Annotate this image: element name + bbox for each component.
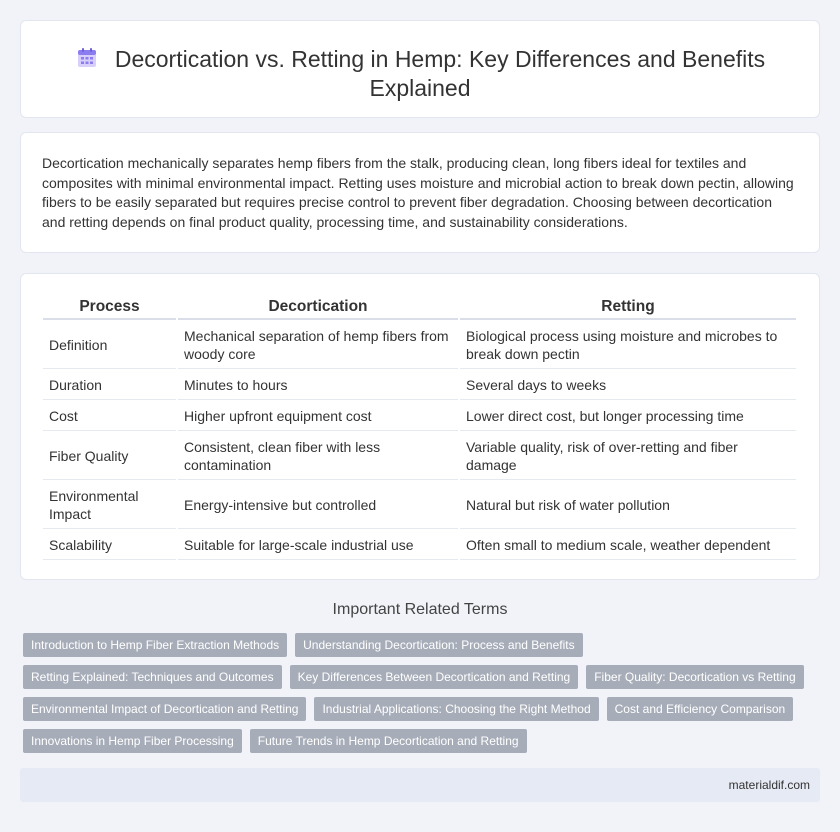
retting-cell: Often small to medium scale, weather dependent [460, 531, 796, 560]
tag-row [23, 729, 803, 753]
decortication-cell: Higher upfront equipment cost [178, 402, 458, 431]
table-row [43, 531, 796, 560]
decortication-cell: Mechanical separation of hemp fibers from woody core [178, 322, 458, 369]
summary-card [20, 132, 820, 253]
decortication-cell: Suitable for large-scale industrial use [178, 531, 458, 560]
tag-row [23, 665, 803, 689]
decortication-cell: Minutes to hours [178, 371, 458, 400]
related-term-link[interactable]: Innovations in Hemp Fiber Processing [23, 729, 242, 753]
table-row [43, 482, 796, 529]
table-row [43, 322, 796, 369]
table-header-row [43, 298, 796, 320]
page-title: Decortication vs. Retting in Hemp: Key Differences and Benefits Explained [114, 46, 766, 101]
retting-cell: Lower direct cost, but longer processing time [460, 402, 796, 431]
header-retting: Retting [460, 298, 796, 320]
related-term-link[interactable]: Cost and Efficiency Comparison [607, 697, 794, 721]
table-row [43, 371, 796, 400]
comparison-table-card [20, 273, 820, 580]
related-term-link[interactable]: Introduction to Hemp Fiber Extraction Methods [23, 633, 287, 657]
calendar-icon [75, 46, 99, 70]
row-label: Fiber Quality [43, 433, 176, 480]
row-label: Environmental Impact [43, 482, 176, 529]
related-terms-title: Important Related Terms [332, 601, 508, 618]
related-term-link[interactable]: Understanding Decortication: Process and Benefits [295, 633, 582, 657]
related-term-link[interactable]: Industrial Applications: Choosing the Right Method [314, 697, 598, 721]
row-label: Duration [43, 371, 176, 400]
row-label: Cost [43, 402, 176, 431]
retting-cell: Several days to weeks [460, 371, 796, 400]
title-card [20, 20, 820, 118]
summary-text: Decortication mechanically separates hemp fibers from the stalk, producing clean, long fibers ideal for textiles and composites with minimal environmental impact. Retting uses moisture and microbial action to break down pectin, allowing fibers to be easily separated but requires precise control to prevent fiber degradation. Choosing between decortication and retting depends on final product quality, processing time, and sustainability considerations. [42, 155, 794, 230]
table-row [43, 433, 796, 480]
page-title-container [21, 45, 819, 103]
related-term-link[interactable]: Retting Explained: Techniques and Outcomes [23, 665, 282, 689]
row-label: Definition [43, 322, 176, 369]
retting-cell: Variable quality, risk of over-retting and fiber damage [460, 433, 796, 480]
comparison-table [41, 296, 798, 562]
related-term-link[interactable]: Future Trends in Hemp Decortication and Retting [250, 729, 527, 753]
header-process: Process [43, 298, 176, 320]
row-label: Scalability [43, 531, 176, 560]
decortication-cell: Energy-intensive but controlled [178, 482, 458, 529]
table-row [43, 402, 796, 431]
retting-cell: Biological process using moisture and microbes to break down pectin [460, 322, 796, 369]
tag-row [23, 697, 803, 721]
decortication-cell: Consistent, clean fiber with less contamination [178, 433, 458, 480]
footer [20, 768, 820, 802]
related-term-link[interactable]: Key Differences Between Decortication and Retting [290, 665, 579, 689]
related-term-link[interactable]: Fiber Quality: Decortication vs Retting [586, 665, 803, 689]
header-decortication: Decortication [178, 298, 458, 320]
related-terms-list [23, 633, 803, 761]
related-term-link[interactable]: Environmental Impact of Decortication and Retting [23, 697, 306, 721]
tag-row [23, 633, 803, 657]
footer-site-name: materialdif.com [728, 778, 810, 792]
retting-cell: Natural but risk of water pollution [460, 482, 796, 529]
